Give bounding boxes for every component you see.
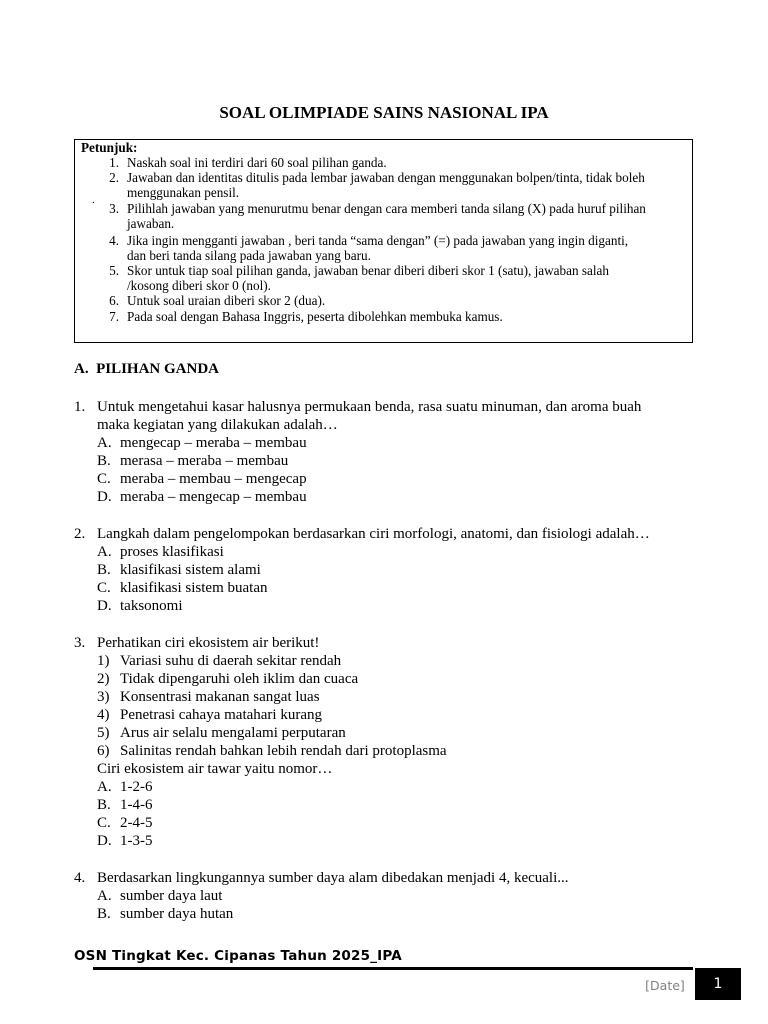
section-title: PILIHAN GANDA: [96, 361, 220, 377]
option-text: taksonomi: [120, 598, 183, 614]
option-letter: B.: [97, 453, 111, 469]
section-heading: [74, 361, 219, 378]
question-text: [97, 634, 694, 652]
option-letter: D.: [97, 833, 112, 849]
question-line: maka kegiatan yang dilakukan adalah…: [97, 417, 338, 433]
page-title: SOAL OLIMPIADE SAINS NASIONAL IPA: [219, 103, 549, 122]
section-label: A.: [74, 361, 89, 377]
statement-number: 4): [97, 707, 110, 723]
instruction-line: Pada soal dengan Bahasa Inggris, peserta dibolehkan membuka kamus.: [127, 309, 503, 324]
instruction-text: [127, 201, 687, 231]
option-letter: A.: [97, 888, 112, 904]
option-letter: C.: [97, 471, 111, 487]
instruction-text: [127, 293, 687, 308]
instruction-number: 7.: [109, 309, 119, 324]
instruction-line: Naskah soal ini terdiri dari 60 soal pilihan ganda.: [127, 155, 387, 170]
instruction-line: Untuk soal uraian diberi skor 2 (dua).: [127, 293, 326, 308]
page-number: 1: [695, 968, 741, 1000]
instruction-text: [127, 263, 687, 293]
statement-number: 3): [97, 689, 110, 705]
option-letter: C.: [97, 815, 111, 831]
option-letter: D.: [97, 489, 112, 505]
instruction-number: 6.: [109, 293, 119, 308]
statement-text: Arus air selalu mengalami perputaran: [120, 725, 346, 741]
instruction-line: jawaban.: [127, 216, 175, 231]
instruction-line: dan beri tanda silang pada jawaban yang baru.: [127, 248, 371, 263]
instruction-line: Jawaban dan identitas ditulis pada lembar jawaban dengan menggunakan bolpen/tinta, tidak boleh: [127, 170, 645, 185]
option-letter: B.: [97, 906, 111, 922]
option-text: proses klasifikasi: [120, 544, 224, 560]
option-text: mengecap – meraba – membau: [120, 435, 307, 451]
statement-text: Salinitas rendah bahkan lebih rendah dari protoplasma: [120, 743, 447, 759]
instruction-text: [127, 309, 687, 324]
option-text: 1-3-5: [120, 833, 153, 849]
option-text: 2-4-5: [120, 815, 153, 831]
instruction-line: Skor untuk tiap soal pilihan ganda, jawaban benar diberi diberi skor 1 (satu), jawaban salah: [127, 263, 609, 278]
prompt-text: Ciri ekosistem air tawar yaitu nomor…: [97, 761, 333, 777]
instructions-heading: Petunjuk:: [81, 140, 138, 155]
option-letter: A.: [97, 435, 112, 451]
instruction-line: menggunakan pensil.: [127, 185, 240, 200]
footer-title: OSN Tingkat Kec. Cipanas Tahun 2025_IPA: [74, 948, 402, 964]
option-letter: B.: [97, 562, 111, 578]
statement-text: Variasi suhu di daerah sekitar rendah: [120, 653, 342, 669]
question-line: Langkah dalam pengelompokan berdasarkan ciri morfologi, anatomi, dan fisiologi adalah…: [97, 526, 650, 542]
option-text: meraba – membau – mengecap: [120, 471, 307, 487]
statement-number: 5): [97, 725, 110, 741]
question-line: Perhatikan ciri ekosistem air berikut!: [97, 635, 320, 651]
option-text: 1-2-6: [120, 779, 153, 795]
statement-text: Penetrasi cahaya matahari kurang: [120, 707, 322, 723]
instruction-line: /kosong diberi skor 0 (nol).: [127, 278, 271, 293]
instruction-text: [127, 233, 687, 263]
option-text: sumber daya hutan: [120, 906, 234, 922]
option-text: klasifikasi sistem alami: [120, 562, 261, 578]
instruction-text: [127, 155, 687, 170]
option-letter: C.: [97, 580, 111, 596]
statement-number: 6): [97, 743, 110, 759]
option-letter: B.: [97, 797, 111, 813]
statement-text: Konsentrasi makanan sangat luas: [120, 689, 320, 705]
instruction-line: Jika ingin mengganti jawaban , beri tanda “sama dengan” (=) pada jawaban yang ingin diganti,: [127, 233, 629, 248]
question-text: [97, 398, 694, 434]
option-text: merasa – meraba – membau: [120, 453, 289, 469]
option-text: klasifikasi sistem buatan: [120, 580, 268, 596]
instruction-number: 1.: [109, 155, 119, 170]
footer-date: [Date]: [645, 978, 685, 993]
instruction-text: [127, 170, 687, 200]
question-number: 1.: [74, 399, 86, 415]
instruction-number: 3.: [109, 201, 119, 216]
statement-number: 1): [97, 653, 110, 669]
question-line: Untuk mengetahui kasar halusnya permukaan benda, rasa suatu minuman, dan aroma buah: [97, 399, 642, 415]
option-text: sumber daya laut: [120, 888, 223, 904]
instruction-number: 2.: [109, 170, 119, 185]
question-text: [97, 869, 694, 887]
option-text: 1-4-6: [120, 797, 153, 813]
option-text: meraba – mengecap – membau: [120, 489, 307, 505]
option-letter: A.: [97, 544, 112, 560]
option-letter: A.: [97, 779, 112, 795]
question-number: 4.: [74, 870, 86, 886]
option-letter: D.: [97, 598, 112, 614]
stray-mark: .: [92, 194, 95, 206]
question-text: [97, 525, 694, 543]
instruction-line: Pilihlah jawaban yang menurutmu benar dengan cara memberi tanda silang (X) pada huruf pilihan: [127, 201, 646, 216]
statement-number: 2): [97, 671, 110, 687]
question-line: Berdasarkan lingkungannya sumber daya alam dibedakan menjadi 4, kecuali...: [97, 870, 569, 886]
statement-text: Tidak dipengaruhi oleh iklim dan cuaca: [120, 671, 359, 687]
question-number: 3.: [74, 635, 86, 651]
instruction-number: 4.: [109, 233, 119, 248]
instructions-box: [74, 139, 693, 343]
footer-divider: [93, 967, 693, 970]
question-number: 2.: [74, 526, 86, 542]
instruction-number: 5.: [109, 263, 119, 278]
